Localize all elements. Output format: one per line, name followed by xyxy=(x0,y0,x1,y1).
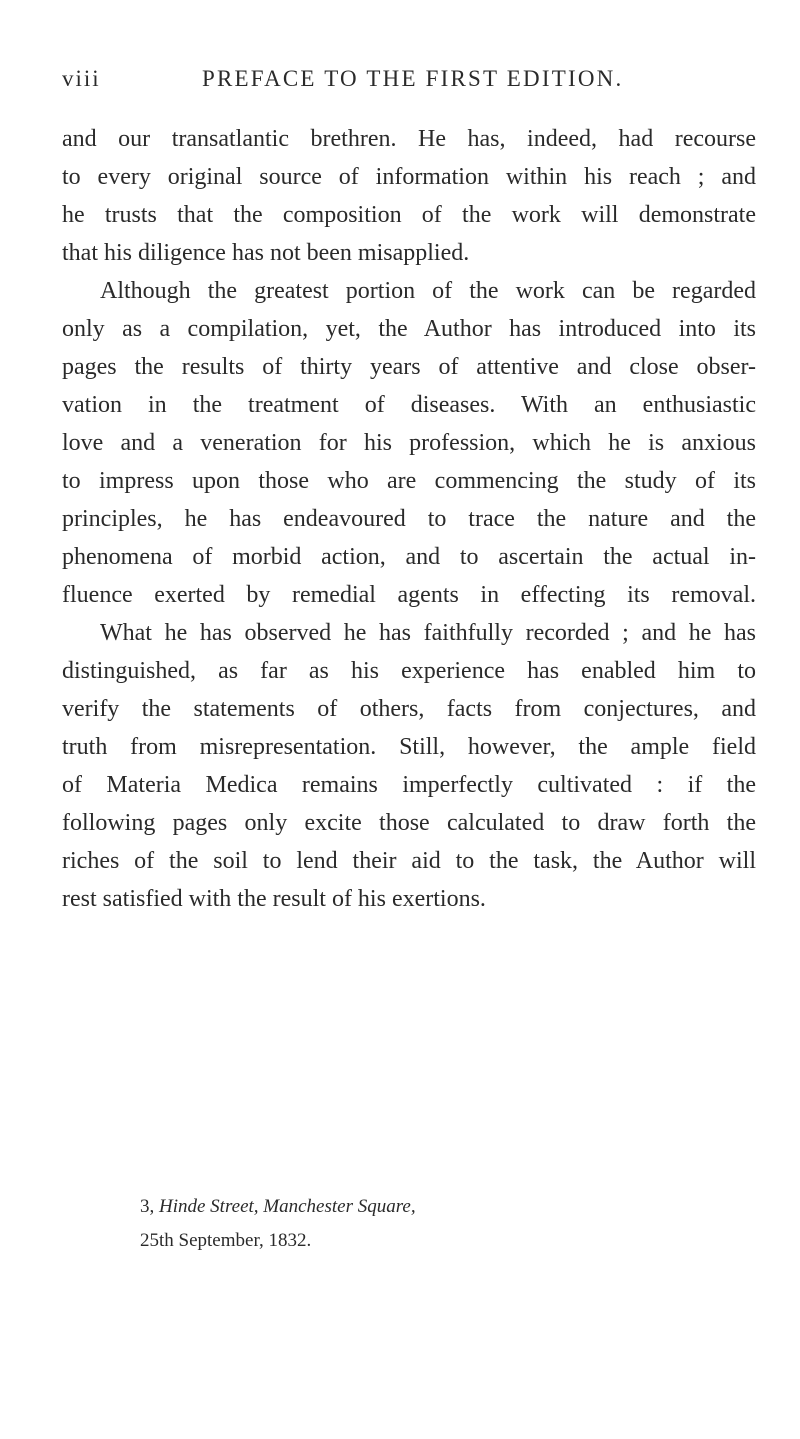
text-line: riches of the soil to lend their aid to the task, the Author will xyxy=(62,848,756,874)
preface-text xyxy=(62,120,756,918)
street-address: Hinde Street, Manchester Square, xyxy=(159,1196,416,1217)
text-line: rest satisfied with the result of his exertions. xyxy=(62,886,486,912)
text-line: truth from misrepresentation. Still, however, the ample field xyxy=(62,734,756,760)
text-line: distinguished, as far as his experience has enabled him to xyxy=(62,658,756,684)
text-line: phenomena of morbid action, and to ascertain the actual in- xyxy=(62,544,756,570)
text-line: to impress upon those who are commencing the study of its xyxy=(62,468,756,494)
running-head xyxy=(62,66,752,100)
text-line: Although the greatest portion of the work can be regarded xyxy=(100,278,756,304)
text-line: principles, he has endeavoured to trace the nature and the xyxy=(62,506,756,532)
text-line: following pages only excite those calculated to draw forth the xyxy=(62,810,756,836)
signature-block xyxy=(140,1190,660,1258)
text-line: vation in the treatment of diseases. With an enthusiastic xyxy=(62,392,756,418)
page-number: viii xyxy=(62,66,101,91)
text-line: and our transatlantic brethren. He has, indeed, had recourse xyxy=(62,126,756,152)
text-line: that his diligence has not been misapplied. xyxy=(62,240,470,266)
running-head-title: PREFACE TO THE FIRST EDITION. xyxy=(202,66,624,91)
text-line: he trusts that the composition of the work will demonstrate xyxy=(62,202,756,228)
text-line: only as a compilation, yet, the Author has introduced into its xyxy=(62,316,756,342)
text-line: love and a veneration for his profession, which he is anxious xyxy=(62,430,756,456)
street-number: 3, xyxy=(140,1196,155,1217)
text-line: verify the statements of others, facts from conjectures, and xyxy=(62,696,756,722)
text-line: of Materia Medica remains imperfectly cultivated : if the xyxy=(62,772,756,798)
signature-date: 25th September, 1832. xyxy=(140,1230,312,1251)
signature-address-line xyxy=(140,1190,660,1224)
text-line: to every original source of information within his reach ; and xyxy=(62,164,756,190)
text-line: fluence exerted by remedial agents in effecting its removal. xyxy=(62,582,756,608)
text-line: pages the results of thirty years of attentive and close obser- xyxy=(62,354,756,380)
text-line: What he has observed he has faithfully recorded ; and he has xyxy=(100,620,756,646)
